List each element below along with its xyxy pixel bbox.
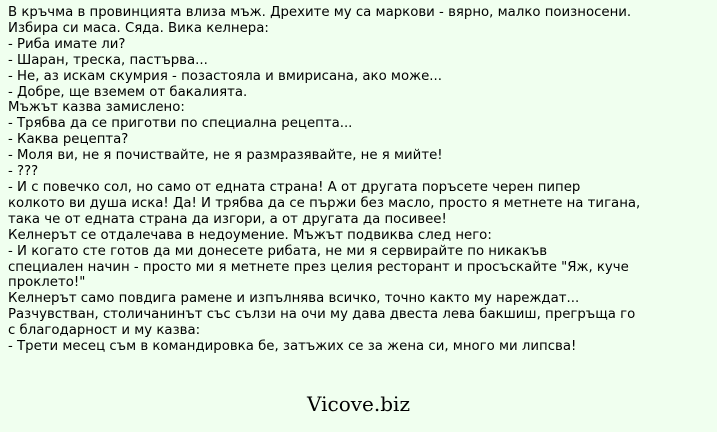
joke-line: специален начин - просто ми я метнете през целия ресторант и просъскайте "Яж, куче: [8, 259, 629, 275]
joke-line: колкото ви душа иска! Да! И трябва да се пържи без масло, просто я метнете на тигана,: [8, 195, 641, 211]
joke-line: Келнерът се отдалечава в недоумение. Мъжът подвиква след него:: [8, 227, 492, 243]
joke-line: - Трябва да се приготви по специална рецепта...: [8, 116, 353, 132]
joke-line: с благодарност и му казва:: [8, 323, 201, 339]
joke-line: - Трети месец съм в командировка бе, затъжих се за жена си, много ми липсва!: [8, 339, 577, 355]
joke-line: - Не, аз искам скумрия - позастояла и вмирисана, ако може...: [8, 68, 442, 84]
joke-line: - ???: [8, 164, 39, 180]
joke-line: - Моля ви, не я почиствайте, не я размразявайте, не я мийте!: [8, 148, 443, 164]
joke-line: така че от едната страна да изгори, а от другата да посивее!: [8, 211, 447, 227]
joke-line: - И когато сте готов да ми донесете рибата, не ми я сервирайте по никакъв: [8, 243, 548, 259]
joke-line: - Риба имате ли?: [8, 36, 126, 52]
joke-line: - Каква рецепта?: [8, 132, 129, 148]
joke-line: - Шаран, треска, пастърва...: [8, 52, 208, 68]
site-name: Vicove.biz: [307, 392, 410, 416]
joke-text: [8, 5, 708, 355]
joke-line: Келнерът само повдига рамене и изпълнява всичко, точно както му нареждат...: [8, 291, 580, 307]
joke-line: - Добре, ще вземем от бакалията.: [8, 84, 248, 100]
joke-line: Избира си маса. Сяда. Вика келнера:: [8, 20, 269, 36]
joke-line: Мъжът казва замислено:: [8, 100, 185, 116]
joke-line: - И с повечко сол, но само от едната страна! А от другата поръсете черен пипер: [8, 179, 581, 195]
joke-line: Разчувстван, столичанинът със сълзи на очи му дава двеста лева бакшиш, прегръща го: [8, 307, 636, 323]
joke-line: В кръчма в провинцията влиза мъж. Дрехите му са маркови - вярно, малко поизносени.: [8, 5, 632, 20]
joke-line: проклето!": [8, 275, 86, 291]
